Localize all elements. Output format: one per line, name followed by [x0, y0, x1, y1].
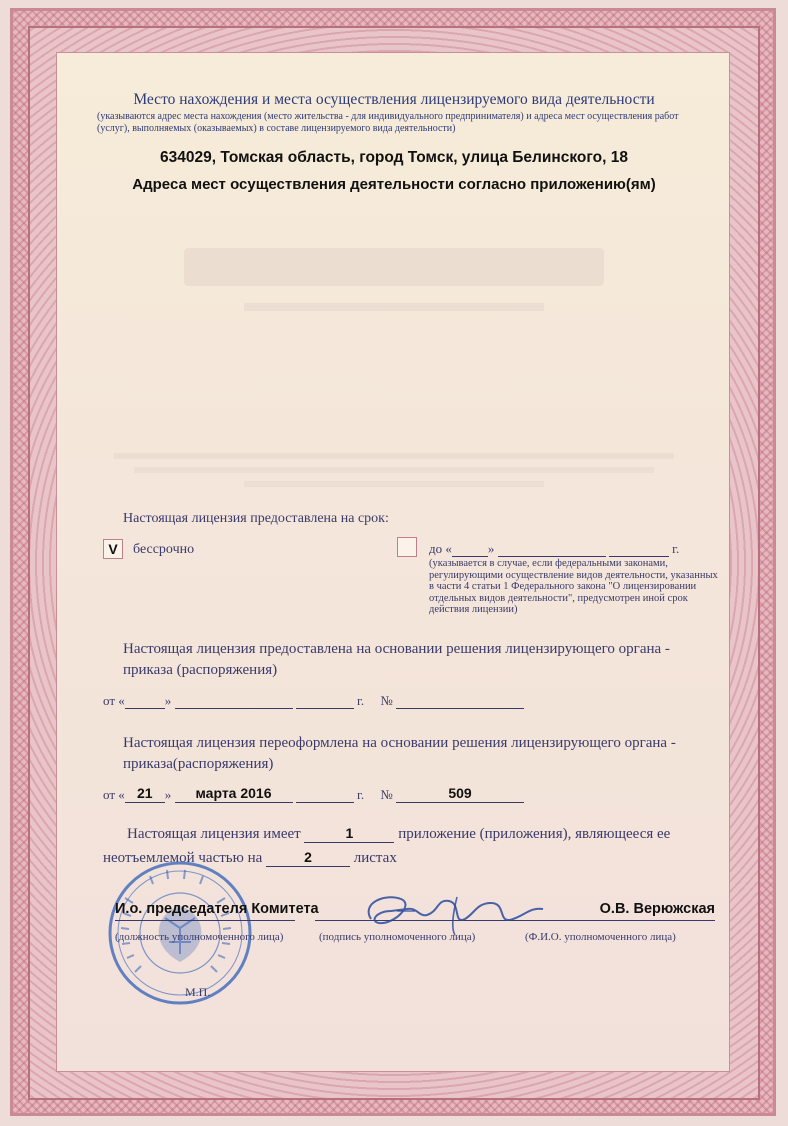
basis-order-line [103, 691, 524, 709]
address: 634029, Томская область, город Томск, улица Белинского, 18 [160, 149, 628, 166]
appendix-line-1 [127, 825, 670, 843]
basis-year-suffix: г. [357, 693, 365, 708]
reissue-order-line [103, 785, 524, 803]
reissue-month-year: марта 2016 [195, 785, 272, 801]
unlimited-checkbox[interactable]: V [103, 539, 123, 559]
reissue-number-sign: № [380, 787, 393, 802]
position-underline [115, 920, 295, 921]
basis-year-field[interactable] [296, 691, 354, 709]
until-date-line [429, 539, 679, 557]
appendix-sheets-field[interactable] [266, 849, 350, 867]
addresses-note: Адреса мест осуществления деятельности согласно приложению(ям) [132, 176, 656, 193]
location-title: Место нахождения и места осуществления лицензируемого вида деятельности [133, 91, 655, 108]
caption-position: (должность уполномоченного лица) [115, 931, 284, 943]
caption-name: (Ф.И.О. уполномоченного лица) [525, 931, 676, 943]
name-underline [535, 920, 715, 921]
show-through-lines [57, 453, 731, 493]
basis-from-prefix: от « [103, 693, 125, 708]
basis-text [123, 639, 703, 681]
until-day-field[interactable] [452, 539, 488, 557]
reissue-month-field[interactable] [175, 785, 293, 803]
reissue-day: 21 [136, 785, 153, 801]
seal-label: М.П. [185, 985, 211, 999]
appendix-text-before: Настоящая лицензия имеет [127, 826, 301, 842]
reissue-quote-close: » [164, 787, 172, 802]
until-year-suffix: г. [672, 541, 680, 556]
until-month-field[interactable] [498, 539, 606, 557]
appendix-text-line2: неотъемлемой частью на [103, 850, 263, 866]
term-label: Настоящая лицензия предоставлена на срок: [123, 511, 389, 526]
caption-signature: (подпись уполномоченного лица) [319, 931, 476, 943]
reissue-year-field[interactable] [296, 785, 354, 803]
basis-quote-close: » [164, 693, 172, 708]
term-note: (указывается в случае, если федеральными законами, регулирующими осуществление видов деятельности, указанных в части 4 статьи 1 Федерального закона "О лицензировании отдельных видов деятельности", предусмотрен иной срок действия лицензии) [429, 558, 718, 615]
reissue-text: Настоящая лицензия переоформлена на основании решения лицензирующего органа - приказа(распоряжения) [123, 735, 676, 772]
basis-number-sign: № [380, 693, 393, 708]
reissue-number-field[interactable] [396, 785, 524, 803]
basis-number-field[interactable] [396, 691, 524, 709]
reissue-day-field[interactable] [125, 785, 165, 803]
basis-month-field[interactable] [175, 691, 293, 709]
until-prefix: до « [429, 541, 452, 556]
show-through-line [57, 303, 731, 317]
appendix-sheets: 2 [304, 849, 312, 865]
document-body [56, 52, 730, 1072]
appendix-text-after: приложение (приложения), являющееся ее [398, 826, 671, 842]
appendix-sheets-label: листах [353, 850, 397, 866]
reissue-from-prefix: от « [103, 787, 125, 802]
location-note: (указываются адрес места нахождения (место жительства - для индивидуального предпринимателя) и адреса мест осуществления работ (услуг), выполняемых (оказываемых) в составе лицензируемого вида деятельности) [97, 111, 679, 134]
reissue-number: 509 [448, 785, 472, 801]
signatory-position: И.о. председателя Комитета [115, 901, 319, 917]
signatory-name: О.В. Верюжская [599, 901, 715, 917]
appendix-count-field[interactable] [304, 825, 394, 843]
until-year-field[interactable] [609, 539, 669, 557]
show-through-watermark [57, 248, 731, 288]
until-quote-close: » [487, 541, 495, 556]
handwritten-signature [357, 889, 547, 944]
appendix-count: 1 [345, 825, 354, 841]
basis-text-content: Настоящая лицензия предоставлена на основании решения лицензирующего органа - приказа (распоряжения) [123, 641, 670, 678]
unlimited-label: бессрочно [133, 542, 195, 557]
until-checkbox[interactable] [397, 537, 417, 557]
reissue-year-suffix: г. [357, 787, 365, 802]
basis-day-field[interactable] [125, 691, 165, 709]
